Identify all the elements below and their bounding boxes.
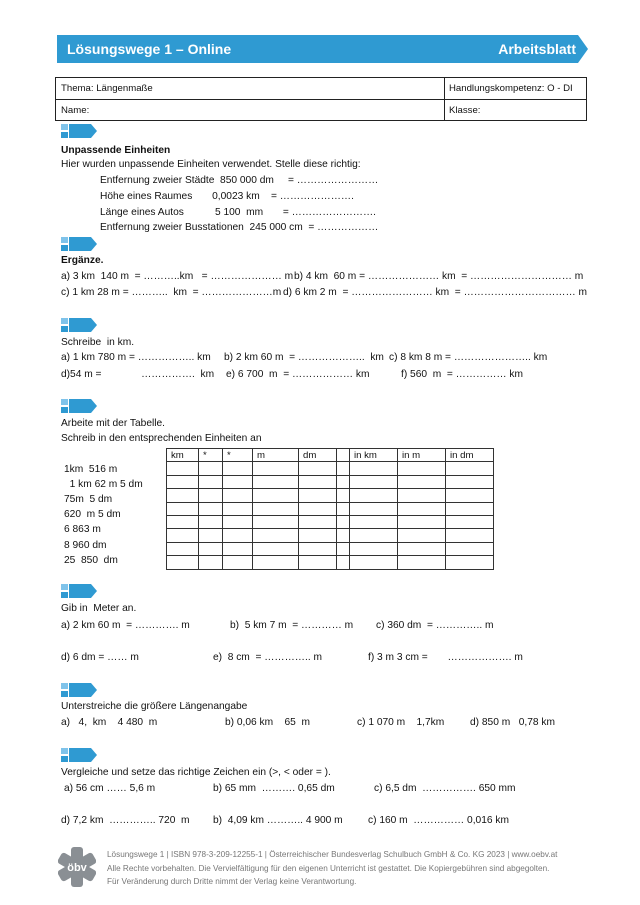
table-header-row bbox=[167, 449, 494, 462]
footer-line: Lösungswege 1 | ISBN 978-3-209-12255-1 | Österreichischer Bundesverlag Schulbuch GmbH & Co. KG 2023 | www.oebv.at bbox=[107, 850, 558, 859]
exercise-item: c) 1 km 28 m = ……….. km = …………………m bbox=[61, 287, 282, 298]
header-cell: * bbox=[199, 449, 223, 462]
table-row bbox=[167, 502, 494, 515]
section-title: Arbeite mit der Tabelle. bbox=[61, 418, 166, 429]
header-cell: dm bbox=[299, 449, 337, 462]
exercise-item: a) 2 km 60 m = …………. m bbox=[61, 620, 190, 631]
exercise-item: d) 7,2 km ………….. 720 m bbox=[61, 815, 190, 826]
units-table bbox=[166, 448, 494, 570]
info-box bbox=[55, 77, 587, 121]
exercise-item: f) 560 m = …………… km bbox=[401, 369, 523, 380]
name-field: Name: bbox=[61, 105, 90, 116]
table-row bbox=[167, 462, 494, 475]
task-icon bbox=[61, 584, 97, 598]
exercise-item: d) 6 dm = …… m bbox=[61, 652, 139, 663]
exercise-item: c) 360 dm = ………….. m bbox=[376, 620, 494, 631]
exercise-item: a) 4, km 4 480 m bbox=[61, 717, 158, 728]
header-cell bbox=[337, 449, 350, 462]
exercise-item: a) 56 cm …… 5,6 m bbox=[64, 783, 156, 794]
section-title: Gib in Meter an. bbox=[61, 603, 137, 614]
row-label: 1 km 62 m 5 dm bbox=[64, 479, 143, 490]
header-cell: in dm bbox=[446, 449, 494, 462]
table-row bbox=[167, 556, 494, 569]
header-cell: in km bbox=[350, 449, 398, 462]
header-banner bbox=[57, 35, 588, 63]
task-icon bbox=[61, 124, 97, 138]
exercise-item: e) 8 cm = ………….. m bbox=[213, 652, 322, 663]
instruction: Schreib in den entsprechenden Einheiten an bbox=[61, 433, 262, 444]
exercise-item: e) 6 700 m = ……………… km bbox=[226, 369, 370, 380]
exercise-item: c) 8 km 8 m = ………………….. km bbox=[389, 352, 548, 363]
section-title: Vergleiche und setze das richtige Zeichen ein (>, < oder = ). bbox=[61, 767, 331, 778]
table-row bbox=[167, 529, 494, 542]
exercise-item: b) 4 km 60 m = ………………… km = ………………………… m bbox=[294, 271, 584, 282]
exercise-line: Entfernung zweier Busstationen 245 000 cm = ……………… bbox=[100, 222, 379, 233]
row-label: 8 960 dm bbox=[64, 540, 107, 551]
row-label: 6 863 m bbox=[64, 524, 101, 535]
thema-field: Thema: Längenmaße bbox=[61, 83, 153, 94]
exercise-item: d) 6 km 2 m = …………………… km = …………………………… m bbox=[283, 287, 587, 298]
section-title: Ergänze. bbox=[61, 255, 104, 266]
kompetenz-field: Handlungskompetenz: O - DI bbox=[449, 83, 573, 94]
section-title: Unterstreiche die größere Längenangabe bbox=[61, 701, 248, 712]
table-row bbox=[167, 489, 494, 502]
table-row bbox=[167, 542, 494, 555]
instruction: Hier wurden unpassende Einheiten verwendet. Stelle diese richtig: bbox=[61, 159, 361, 170]
logo-text: öbv bbox=[67, 862, 87, 874]
header-cell: * bbox=[223, 449, 253, 462]
exercise-item: a) 1 km 780 m = …………….. km bbox=[61, 352, 211, 363]
exercise-item: c) 6,5 dm ……………. 650 mm bbox=[374, 783, 516, 794]
header-cell: m bbox=[253, 449, 299, 462]
exercise-item: f) 3 m 3 cm = ………………. m bbox=[368, 652, 523, 663]
exercise-item: d)54 m = ……………. km bbox=[61, 369, 215, 380]
footer-line: Für Veränderung durch Dritte nimmt der Verlag keine Verantwortung. bbox=[107, 877, 357, 886]
header-arrow bbox=[578, 35, 588, 63]
exercise-line: Höhe eines Raumes 0,0023 km = …………………. bbox=[100, 191, 354, 202]
exercise-line: Länge eines Autos 5 100 mm = ……………………. bbox=[100, 207, 377, 218]
section-title: Unpassende Einheiten bbox=[61, 145, 171, 156]
row-label: 620 m 5 dm bbox=[64, 509, 121, 520]
exercise-line: Entfernung zweier Städte 850 000 dm = …………………… bbox=[100, 175, 379, 186]
header-cell: in m bbox=[398, 449, 446, 462]
exercise-item: d) 850 m 0,78 km bbox=[470, 717, 555, 728]
exercise-item: c) 160 m …………… 0,016 km bbox=[368, 815, 509, 826]
exercise-item: b) 4,09 km ……….. 4 900 m bbox=[213, 815, 343, 826]
oebv-logo bbox=[58, 847, 96, 887]
task-icon bbox=[61, 318, 97, 332]
header-cell: km bbox=[167, 449, 199, 462]
exercise-item: b) 65 mm ………. 0,65 dm bbox=[213, 783, 335, 794]
task-icon bbox=[61, 237, 97, 251]
task-icon bbox=[61, 683, 97, 697]
row-label: 75m 5 dm bbox=[64, 494, 113, 505]
exercise-item: b) 2 km 60 m = ……………….. km bbox=[224, 352, 384, 363]
exercise-item: a) 3 km 140 m = ………..km = ………………… m bbox=[61, 271, 294, 282]
header-label: Arbeitsblatt bbox=[498, 41, 576, 57]
exercise-item: b) 0,06 km 65 m bbox=[225, 717, 310, 728]
row-label: 25 850 dm bbox=[64, 555, 118, 566]
table-row bbox=[167, 515, 494, 528]
klasse-field: Klasse: bbox=[449, 105, 481, 116]
exercise-item: c) 1 070 m 1,7km bbox=[357, 717, 445, 728]
task-icon bbox=[61, 748, 97, 762]
section-title: Schreibe in km. bbox=[61, 337, 135, 348]
footer-line: Alle Rechte vorbehalten. Die Vervielfältigung für den eigenen Unterricht ist gestattet. Die Kopiergebühren sind abgegolten. bbox=[107, 864, 550, 873]
exercise-item: b) 5 km 7 m = ………… m bbox=[230, 620, 354, 631]
row-label: 1km 516 m bbox=[64, 464, 118, 475]
table-row bbox=[167, 475, 494, 488]
task-icon bbox=[61, 399, 97, 413]
header-title: Lösungswege 1 – Online bbox=[67, 41, 232, 57]
